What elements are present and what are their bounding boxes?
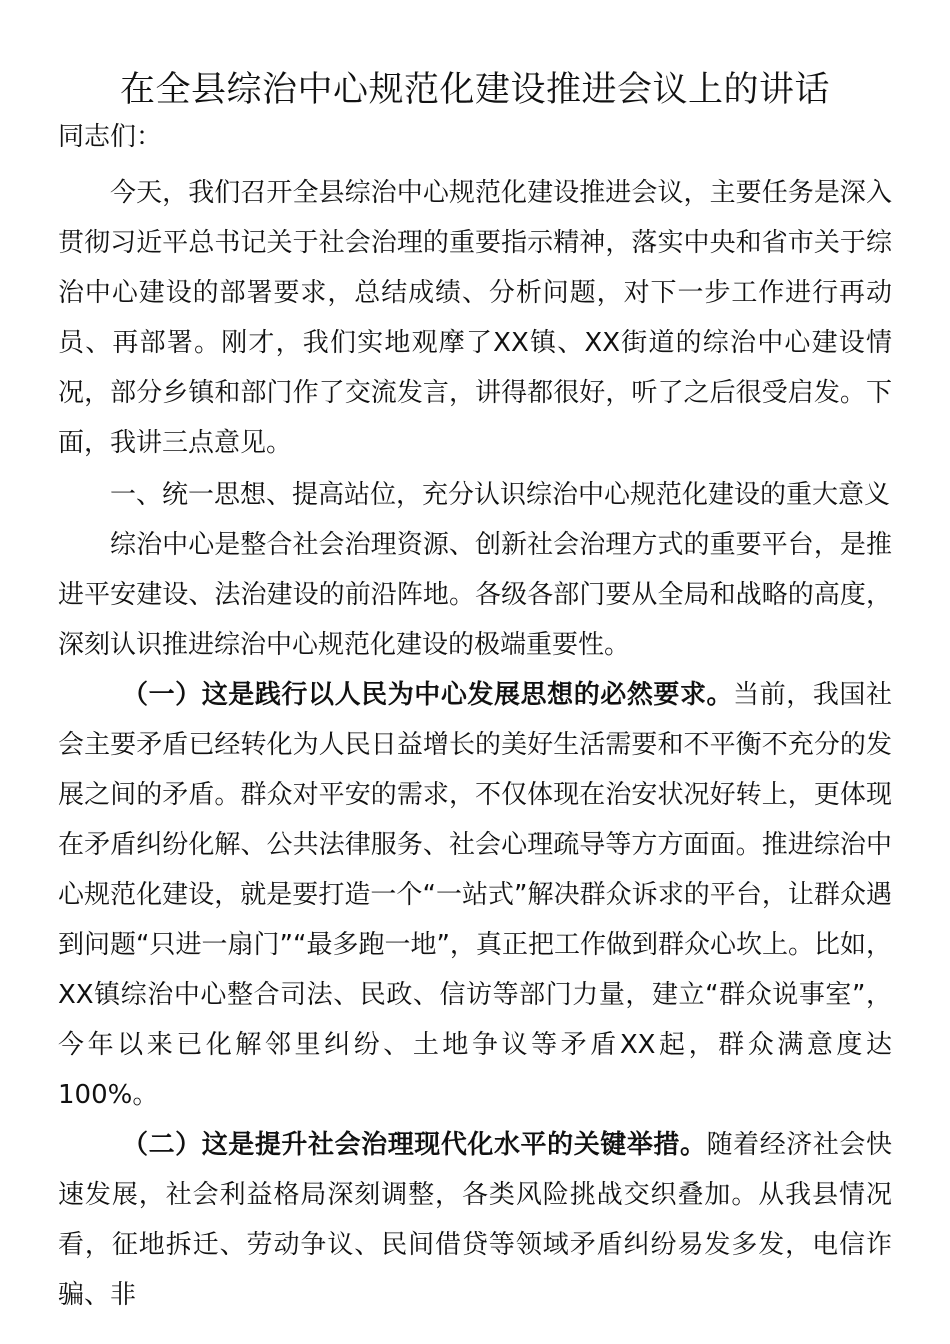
point-2-body: 随着经济社会快速发展，社会利益格局深刻调整，各类风险挑战交织叠加。从我县情况看，征地拆迁、劳动争议、民间借贷等领域矛盾纠纷易发多发，电信诈骗、非 (58, 1130, 892, 1310)
document-title: 在全县综治中心规范化建设推进会议上的讲话 (119, 70, 830, 110)
section-1-body: 综治中心是整合社会治理资源、创新社会治理方式的重要平台，是推进平安建设、法治建设的前沿阵地。各级各部门要从全局和战略的高度，深刻认识推进综治中心规范化建设的极端重要性。 (58, 530, 892, 660)
intro-paragraph: 今天，我们召开全县综治中心规范化建设推进会议，主要任务是深入贯彻习近平总书记关于社会治理的重要指示精神，落实中央和省市关于综治中心建设的部署要求，总结成绩、分析问题，对下一步工作进行再动员、再部署。刚才，我们实地观摩了XX镇、XX街道的综治中心建设情况，部分乡镇和部门作了交流发言，讲得都很好，听了之后很受启发。下面，我讲三点意见。 (58, 178, 892, 458)
salutation: 同志们： (58, 122, 163, 152)
point-1-body: 当前，我国社会主要矛盾已经转化为人民日益增长的美好生活需要和不平衡不充分的发展之间的矛盾。群众对平安的需求，不仅体现在治安状况好转上，更体现在矛盾纠纷化解、公共法律服务、社会心理疏导等方方面面。推进综治中心规范化建设，就是要打造一个“一站式”解决群众诉求的平台，让群众遇到问题“只进一扇门”“最多跑一地”，真正把工作做到群众心坎上。比如，XX镇综治中心整合司法、民政、信访等部门力量，建立“群众说事室”，今年以来已化解邻里纠纷、土地争议等矛盾XX起，群众满意度达100%。 (58, 680, 892, 1110)
point-1-paragraph (58, 670, 892, 1120)
section-1-heading: 一、统一思想、提高站位，充分认识综治中心规范化建设的重大意义 (110, 480, 891, 510)
document-page (58, 64, 892, 1320)
point-2-lead: （二）这是提升社会治理现代化水平的关键举措。 (122, 1130, 707, 1160)
point-2-paragraph (58, 1120, 892, 1320)
point-1-lead: （一）这是践行以人民为中心发展思想的必然要求。 (122, 680, 734, 710)
